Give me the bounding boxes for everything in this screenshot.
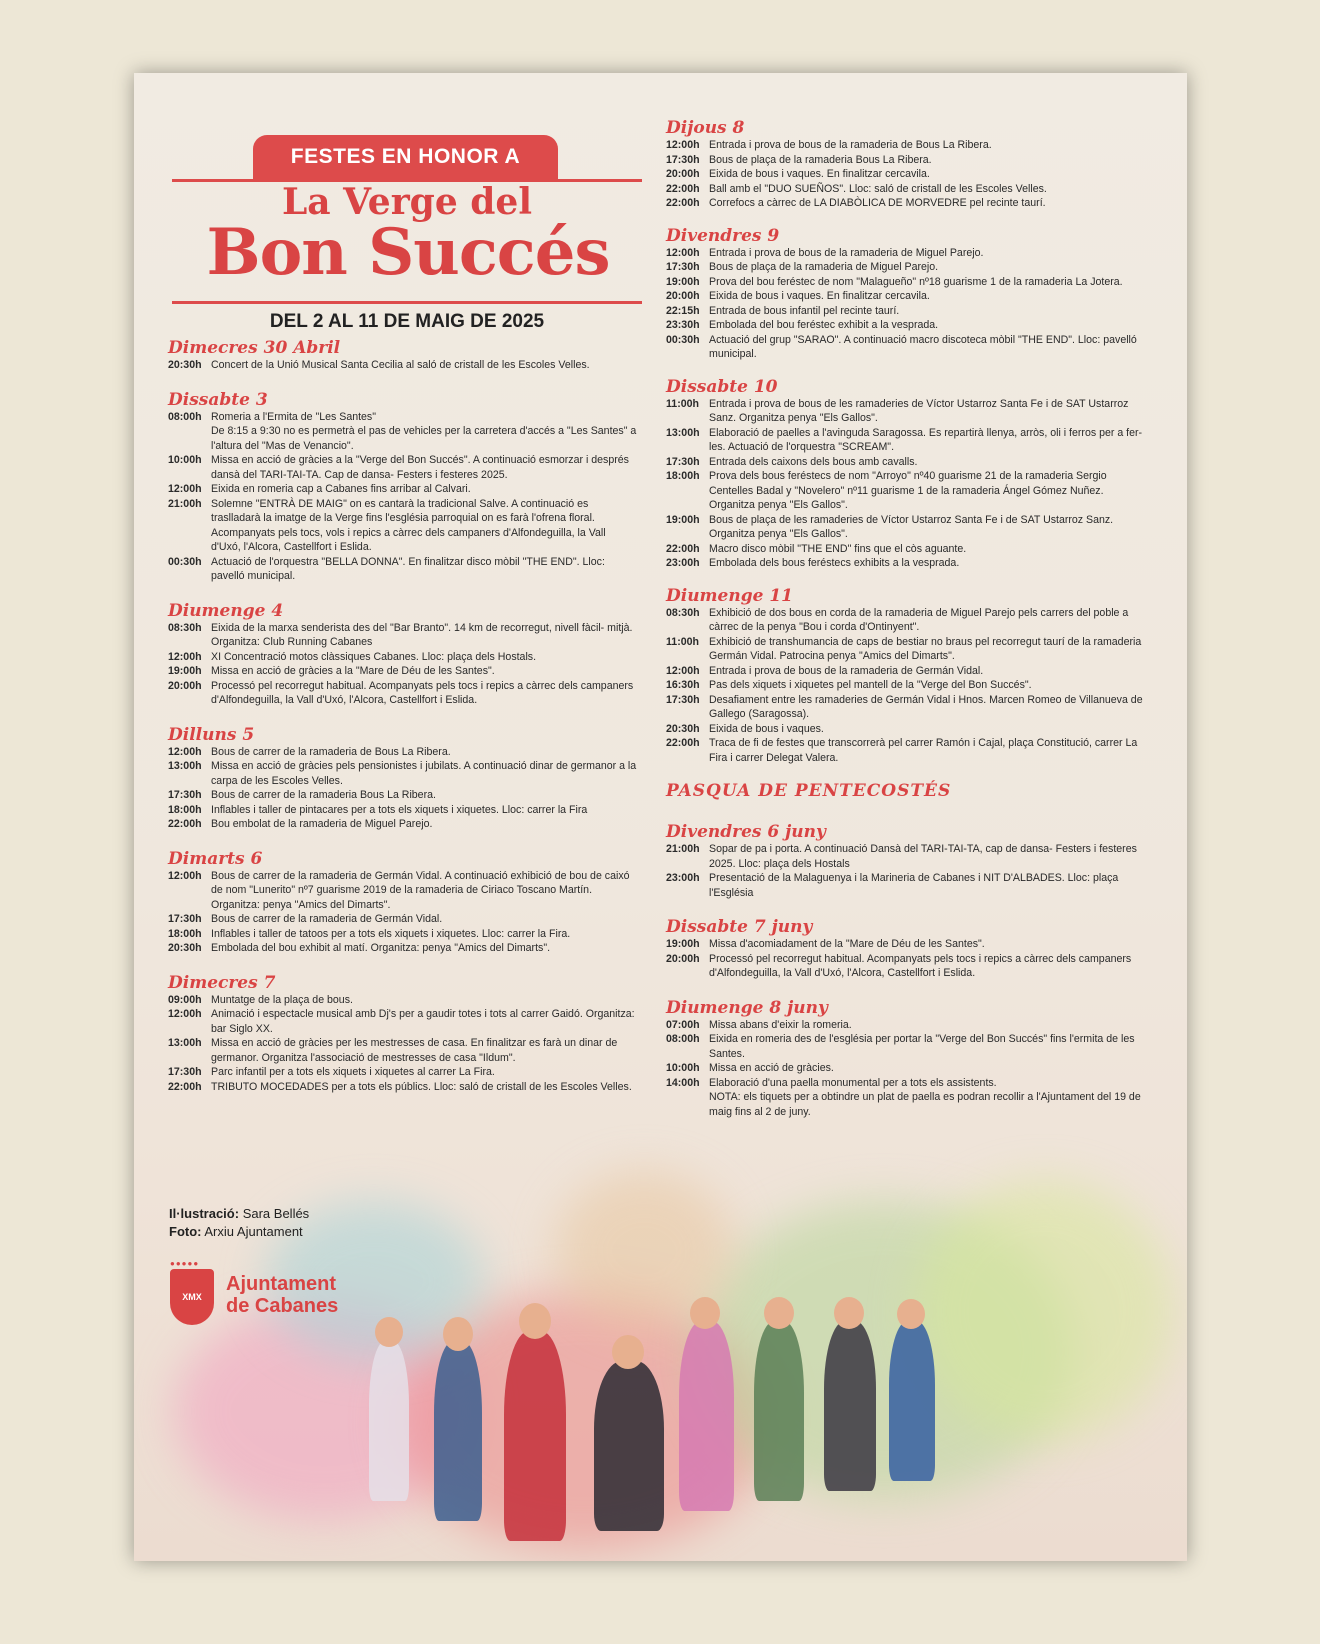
event-time: 10:00h xyxy=(168,454,202,466)
event-description: Presentació de la Malaguenya i la Marineria de Cabanes i NIT D'ALBADES. Lloc: plaça l'Església xyxy=(709,872,1119,899)
event-row xyxy=(666,469,1146,513)
event-time: 14:00h xyxy=(666,1076,700,1089)
event-description: Bous de plaça de la ramaderia Bous La Ribera. xyxy=(709,153,932,166)
event-time: 08:30h xyxy=(168,621,202,634)
event-row xyxy=(666,664,1146,679)
event-row xyxy=(168,759,638,788)
event-time: 20:30h xyxy=(666,722,700,735)
event-time: 13:00h xyxy=(666,426,700,439)
ajuntament-logo xyxy=(170,1259,350,1339)
event-description: Eixida de bous i vaques. xyxy=(709,722,824,735)
event-description: TRIBUTO MOCEDADES per a tots els públics. Lloc: saló de cristall de les Escoles Velles. xyxy=(211,1080,632,1093)
event-description: Traca de fi de festes que transcorrerà pel carrer Ramón i Cajal, plaça Constitució, carrer La Fira i carrer Delegat Valera. xyxy=(709,737,1138,764)
event-row xyxy=(666,304,1146,319)
event-time: 17:30h xyxy=(666,693,700,706)
event-row xyxy=(168,817,638,832)
procession-illustration xyxy=(134,1141,1187,1561)
event-time: 17:30h xyxy=(168,913,202,925)
event-row xyxy=(168,497,638,555)
event-row xyxy=(666,871,1146,900)
event-time: 20:30h xyxy=(168,942,202,954)
event-time: 13:00h xyxy=(168,1037,202,1049)
event-row xyxy=(666,275,1146,290)
event-row xyxy=(666,678,1146,693)
event-row xyxy=(666,842,1146,871)
day-title: Dissabte 7 juny xyxy=(666,917,813,937)
event-description: Exhibició de transhumancia de caps de bestiar no braus pel recorregut taurí de la ramaderia Germán Vidal. Patrocina penya "Amics del Dimarts". xyxy=(709,635,1142,662)
event-row xyxy=(168,1065,638,1080)
header-banner: FESTES EN HONOR A xyxy=(253,135,558,179)
event-time: 17:30h xyxy=(666,153,700,166)
event-description: Romeria a l'Ermita de "Les Santes" xyxy=(211,410,376,423)
event-description: Missa d'acomiadament de la "Mare de Déu de les Santes". xyxy=(709,938,985,950)
event-row xyxy=(168,650,638,665)
day-title: Divendres 9 xyxy=(666,225,780,246)
event-description: Eixida de la marxa senderista des del "Bar Branto". 14 km de recorregut, nivell fàcil- mitjà. Organitza: Club Running Cabanes xyxy=(211,621,633,648)
day-block xyxy=(666,823,1146,900)
day-block xyxy=(168,602,638,708)
event-row xyxy=(666,952,1146,981)
event-time: 12:00h xyxy=(168,1008,202,1020)
event-time: 18:00h xyxy=(168,803,202,816)
event-description: Entrada i prova de bous de la ramaderia de Miguel Parejo. xyxy=(709,246,984,259)
event-time xyxy=(168,424,211,453)
header-bottom-rule xyxy=(172,301,642,304)
event-description: Pas dels xiquets i xiquetes pel mantell de la "Verge del Bon Succés". xyxy=(709,679,1032,691)
event-row xyxy=(666,196,1146,211)
event-row xyxy=(168,788,638,803)
event-time: 20:00h xyxy=(168,679,202,692)
event-time: 22:00h xyxy=(666,737,700,749)
day-title: Divendres 6 juny xyxy=(666,822,826,842)
day-block xyxy=(666,227,1146,362)
event-row xyxy=(666,556,1146,571)
event-time: 08:00h xyxy=(666,1033,700,1045)
event-description: Actuació del grup "SARAO". A continuació macro discoteca mòbil "THE END". Lloc: pavelló municipal. xyxy=(709,333,1137,360)
event-row xyxy=(168,869,638,913)
event-row xyxy=(168,941,638,956)
event-description: Bous de plaça de la ramaderia de Miguel Parejo. xyxy=(709,261,939,273)
event-row xyxy=(168,621,638,650)
event-time: 19:00h xyxy=(666,938,700,950)
event-row xyxy=(666,260,1146,275)
event-time: 20:00h xyxy=(666,168,700,180)
event-row xyxy=(666,246,1146,261)
event-description: Eixida de bous i vaques. En finalitzar cercavila. xyxy=(709,168,930,180)
day-title: Diumenge 11 xyxy=(666,585,794,606)
event-time: 17:30h xyxy=(168,1066,202,1078)
event-description: XI Concentració motos clàssiques Cabanes. Lloc: plaça dels Hostals. xyxy=(211,650,537,663)
event-time: 17:30h xyxy=(666,455,700,468)
event-row xyxy=(168,453,638,482)
day-block xyxy=(168,850,638,956)
day-title: Diumenge 4 xyxy=(168,600,284,621)
event-row xyxy=(168,1036,638,1065)
event-row xyxy=(666,1090,1146,1119)
day-title: Diumenge 8 juny xyxy=(666,997,828,1018)
event-row xyxy=(168,679,638,708)
event-description: Entrada i prova de bous de les ramaderies de Víctor Ustarroz Santa Fe i de SAT Ustarroz Sanz. Organitza penya "Els Gallos". xyxy=(709,397,1129,424)
festival-poster xyxy=(134,73,1187,1561)
title-line-2: Bon Succés xyxy=(206,215,610,290)
event-row xyxy=(666,455,1146,470)
event-time: 17:30h xyxy=(666,261,700,273)
event-description: Bou embolat de la ramaderia de Miguel Parejo. xyxy=(211,818,433,830)
event-time: 08:00h xyxy=(168,410,202,423)
event-time: 08:30h xyxy=(666,606,700,619)
event-time: 22:00h xyxy=(168,1080,202,1093)
event-description: Eixida en romeria des de l'església per portar la "Verge del Bon Succés" fins l'ermita de les Santes. xyxy=(709,1033,1135,1060)
event-description: Entrada i prova de bous de la ramaderia de Bous La Ribera. xyxy=(709,139,992,151)
credits xyxy=(169,1205,309,1241)
day-block xyxy=(666,918,1146,981)
event-time: 13:00h xyxy=(168,760,202,772)
event-description: Missa en acció de gràcies pels pensionistes i jubilats. A continuació dinar de germanor a la carpa de les Escoles Velles. xyxy=(211,760,637,787)
event-description: Macro disco mòbil "THE END" fins que el còs aguante. xyxy=(709,542,967,555)
day-title: Dijous 8 xyxy=(666,118,745,138)
event-time: 19:00h xyxy=(168,665,202,677)
event-time: 21:00h xyxy=(666,843,700,855)
event-row xyxy=(168,912,638,927)
event-description: Elaboració de paelles a l'avinguda Saragossa. Es repartirà llenya, arròs, oli i ferros per a fer-les. Actuació de l'orquestra "SCREAM". xyxy=(709,426,1143,453)
event-row xyxy=(666,542,1146,557)
day-block xyxy=(666,378,1146,571)
event-description: Inflables i taller de pintacares per a tots els xiquets i xiquetes. Lloc: carrer la Fira xyxy=(211,803,588,816)
event-description: Entrada i prova de bous de la ramaderia de Germán Vidal. xyxy=(709,664,984,677)
event-row xyxy=(168,745,638,760)
event-row xyxy=(666,937,1146,952)
day-title: Dimecres 30 Abril xyxy=(168,338,341,358)
event-row xyxy=(666,513,1146,542)
event-description: Entrada dels caixons dels bous amb cavalls. xyxy=(709,455,918,468)
event-row xyxy=(666,153,1146,168)
event-time: 22:15h xyxy=(666,304,700,317)
shield-icon: XMX xyxy=(170,1269,214,1325)
left-schedule-column xyxy=(168,339,638,1112)
event-row xyxy=(666,693,1146,722)
event-time: 19:00h xyxy=(666,513,700,526)
event-row xyxy=(666,736,1146,765)
event-time: 00:30h xyxy=(168,555,202,568)
event-row xyxy=(168,993,638,1008)
event-row xyxy=(666,1076,1146,1091)
event-description: Entrada de bous infantil pel recinte taurí. xyxy=(709,304,900,317)
day-block xyxy=(168,974,638,1095)
event-description: Concert de la Unió Musical Santa Cecilia al saló de cristall de les Escoles Velles. xyxy=(211,359,590,371)
day-block xyxy=(666,999,1146,1120)
event-description: Sopar de pa i porta. A continuació Dansà del TARI-TAI-TA, cap de dansa- Festers i festeres 2025. Lloc: plaça dels Hostals xyxy=(709,843,1137,870)
event-description: Embolada del bou exhibit al matí. Organitza: penya "Amics del Dimarts". xyxy=(211,942,551,954)
event-description: Bous de carrer de la ramaderia Bous La Ribera. xyxy=(211,789,436,801)
day-block xyxy=(168,726,638,832)
event-time: 16:30h xyxy=(666,679,700,691)
day-block xyxy=(168,391,638,584)
event-time: 20:00h xyxy=(666,290,700,302)
title-line-1: La Verge del xyxy=(281,181,533,223)
event-time: 20:30h xyxy=(168,359,202,371)
event-time: 12:00h xyxy=(666,139,700,151)
event-time: 10:00h xyxy=(666,1062,700,1074)
right-schedule-column xyxy=(666,119,1146,1137)
event-description: Prova dels bous feréstecs de nom "Arroyo" nº40 guarisme 21 de la ramaderia Sergio Centelles Badal y "Novelero" nº11 guarisme 1 de la ramaderia Ángel Gómez Nuñez. Organitza penya "Els Gallos". xyxy=(709,470,1107,511)
event-time: 22:00h xyxy=(666,182,700,195)
event-time: 23:00h xyxy=(666,557,700,569)
event-description: Elaboració d'una paella monumental per a tots els assistents. xyxy=(709,1076,997,1089)
event-row xyxy=(168,803,638,818)
event-description: Parc infantil per a tots els xiquets i xiquetes al carrer La Fira. xyxy=(211,1066,495,1078)
photo-credit: Foto: Arxiu Ajuntament xyxy=(169,1224,303,1239)
event-time: 22:00h xyxy=(666,197,700,209)
event-description: Inflables i taller de tatoos per a tots els xiquets i xiquetes. Lloc: carrer la Fira. xyxy=(211,927,571,940)
festival-dates: DEL 2 AL 11 DE MAIG DE 2025 xyxy=(269,311,545,332)
pentecost-heading: PASQUA DE PENTECOSTÉS xyxy=(666,781,952,801)
logo-dots: ●●●●● xyxy=(170,1259,200,1268)
day-block xyxy=(666,587,1146,766)
event-time: 00:30h xyxy=(666,333,700,346)
event-time: 21:00h xyxy=(168,497,202,510)
event-row xyxy=(666,289,1146,304)
event-row xyxy=(666,722,1146,737)
event-time: 11:00h xyxy=(666,397,699,410)
event-description: Missa en acció de gràcies per les mestresses de casa. En finalitzar es farà un dinar de germanor. Organitza l'associació de mestresses de casa "Ildum". xyxy=(211,1037,618,1064)
event-time: 07:00h xyxy=(666,1018,700,1031)
day-title: Dimecres 7 xyxy=(168,972,276,993)
day-title: Dissabte 10 xyxy=(666,376,778,397)
event-row xyxy=(168,927,638,942)
event-description: Eixida en romeria cap a Cabanes fins arribar al Calvari. xyxy=(211,483,471,495)
event-time: 18:00h xyxy=(168,927,202,940)
event-description: Animació i espectacle musical amb Dj's per a gaudir totes i tots al carrer Gaidó. Organitza: bar Siglo XX. xyxy=(211,1008,635,1035)
event-row xyxy=(666,1032,1146,1061)
event-description: Bous de plaça de les ramaderies de Víctor Ustarroz Santa Fe i de SAT Ustarroz Sanz. Organitza penya "Els Gallos". xyxy=(709,513,1114,540)
event-row xyxy=(168,1080,638,1095)
event-time: 12:00h xyxy=(666,246,700,259)
day-title: Dimarts 6 xyxy=(168,848,263,869)
event-row xyxy=(168,410,638,425)
event-row xyxy=(168,358,638,373)
event-description: Bous de carrer de la ramaderia de Germán Vidal. A continuació exhibició de bou de caixó de nom "Lunerito" nº7 guarisme 2019 de la ramaderia de Ciriaco Toscano Martín. Organitza: penya "Amics del Dimarts". xyxy=(211,869,630,911)
event-time: 17:30h xyxy=(168,789,202,801)
event-row xyxy=(666,1061,1146,1076)
event-description: Prova del bou feréstec de nom "Malagueño" nº18 guarisme 1 de la ramaderia La Jotera. xyxy=(709,275,1123,288)
event-time: 12:00h xyxy=(168,650,202,663)
event-row xyxy=(666,1018,1146,1033)
logo-text: Ajuntament de Cabanes xyxy=(226,1273,339,1317)
event-description: De 8:15 a 9:30 no es permetrà el pas de vehicles per la carretera d'accés a "Les Santes" a l'altura del "Mas de Venancio". xyxy=(211,425,637,452)
event-description: Missa en acció de gràcies a la "Mare de Déu de les Santes". xyxy=(211,665,495,677)
event-time: 12:00h xyxy=(168,483,202,495)
event-description: Missa abans d'eixir la romeria. xyxy=(709,1018,852,1031)
day-title: Dissabte 3 xyxy=(168,389,268,410)
event-time: 22:00h xyxy=(666,542,700,555)
event-description: Ball amb el "DUO SUEÑOS". Lloc: saló de cristall de les Escoles Velles. xyxy=(709,182,1047,195)
event-row xyxy=(666,426,1146,455)
event-time xyxy=(666,1090,709,1119)
day-block xyxy=(168,339,638,373)
event-time: 23:00h xyxy=(666,872,700,884)
event-description: Embolada dels bous feréstecs exhibits a la vesprada. xyxy=(709,557,960,569)
event-row xyxy=(666,138,1146,153)
event-row xyxy=(168,424,638,453)
event-row xyxy=(168,664,638,679)
event-row xyxy=(666,167,1146,182)
day-block xyxy=(666,119,1146,211)
event-time: 12:00h xyxy=(666,664,700,677)
event-description: Bous de carrer de la ramaderia de Germán Vidal. xyxy=(211,913,443,925)
event-time: 22:00h xyxy=(168,818,202,830)
event-description: Desafiament entre les ramaderies de Germán Vidal i Hnos. Marcen Romeo de Villanueva de Gallego (Saragossa). xyxy=(709,693,1143,720)
illustration-credit: Il·lustració: Sara Bellés xyxy=(169,1206,310,1221)
event-row xyxy=(168,1007,638,1036)
event-row xyxy=(168,482,638,497)
event-description: Actuació de l'orquestra "BELLA DONNA". En finalitzar disco mòbil "THE END". Lloc: pavelló municipal. xyxy=(211,555,605,582)
event-description: Solemne "ENTRÀ DE MAIG" on es cantarà la tradicional Salve. A continuació es traslladarà la imatge de la Verge fins l'església parroquial on es farà l'ofrena floral. Acompanyats pels tocs, vols i repics a càrrec dels campaners d'Alfondeguilla, la Vall d'Uxó, l'Alcora, Castellfort i Eslida. xyxy=(211,497,606,553)
day-title: Dilluns 5 xyxy=(168,724,255,745)
event-row xyxy=(666,318,1146,333)
event-description: Processó pel recorregut habitual. Acompanyats pels tocs i repics a càrrec dels campaners d'Alfondeguilla, la Vall d'Uxó, l'Alcora, Castellfort i Eslida. xyxy=(211,679,634,706)
event-row xyxy=(666,182,1146,197)
event-time: 20:00h xyxy=(666,952,700,965)
event-description: Exhibició de dos bous en corda de la ramaderia de Miguel Parejo pels carrers del poble a càrrec de la penya "Bou i corda d'Ontinyent". xyxy=(709,606,1129,633)
event-description: NOTA: els tiquets per a obtindre un plat de paella es podran recollir a l'Ajuntament del 19 de maig fins al 2 de juny. xyxy=(709,1091,1141,1118)
event-description: Missa en acció de gràcies a la "Verge del Bon Succés". A continuació esmorzar i després dansà del TARI-TAI-TA. Cap de dansa- Festers i festeres 2025. xyxy=(211,454,629,481)
event-description: Correfocs a càrrec de LA DIABÒLICA DE MORVEDRE pel recinte taurí. xyxy=(709,197,1046,209)
event-row xyxy=(666,606,1146,635)
event-row xyxy=(168,555,638,584)
event-time: 12:00h xyxy=(168,869,202,882)
event-description: Eixida de bous i vaques. En finalitzar cercavila. xyxy=(709,290,930,302)
event-description: Missa en acció de gràcies. xyxy=(709,1062,834,1074)
event-description: Embolada del bou feréstec exhibit a la vesprada. xyxy=(709,319,939,331)
event-row xyxy=(666,333,1146,362)
event-description: Bous de carrer de la ramaderia de Bous La Ribera. xyxy=(211,745,451,758)
event-row xyxy=(666,635,1146,664)
event-time: 23:30h xyxy=(666,319,700,331)
event-time: 11:00h xyxy=(666,635,699,648)
event-time: 09:00h xyxy=(168,993,202,1006)
event-time: 18:00h xyxy=(666,470,700,482)
event-description: Processó pel recorregut habitual. Acompanyats pels tocs i repics a càrrec dels campaners d'Alfondeguilla, la Vall d'Uxó, l'Alcora, Castellfort i Eslida. xyxy=(709,952,1132,979)
event-row xyxy=(666,397,1146,426)
event-time: 12:00h xyxy=(168,745,202,758)
event-time: 19:00h xyxy=(666,275,700,288)
event-description: Muntatge de la plaça de bous. xyxy=(211,993,353,1006)
